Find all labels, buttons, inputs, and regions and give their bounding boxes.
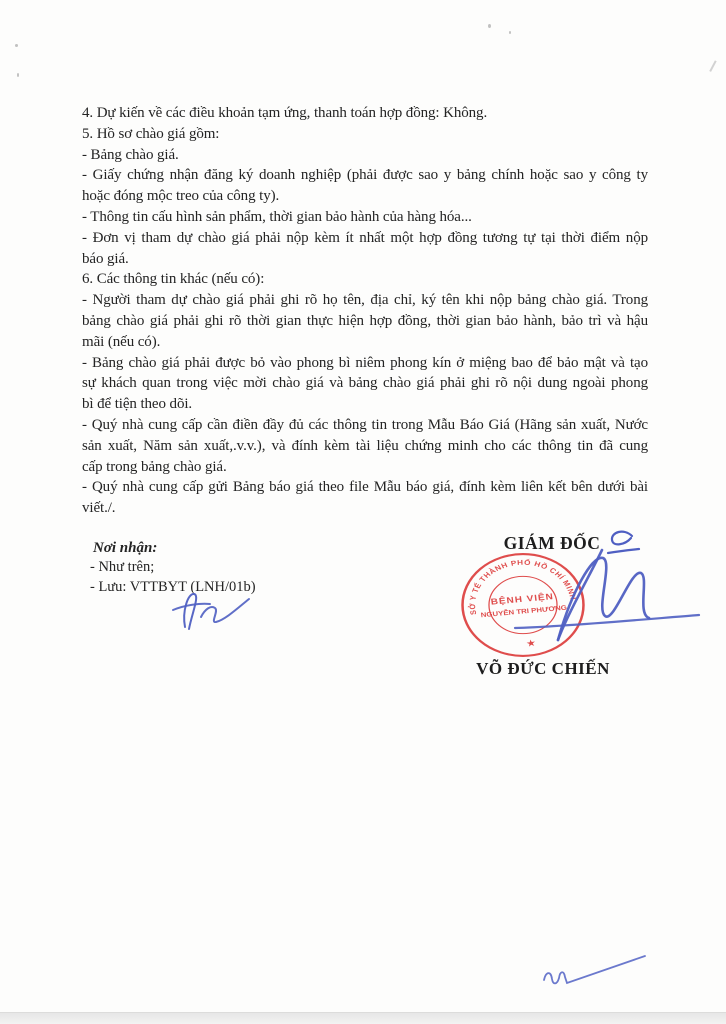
dust-speck bbox=[488, 24, 491, 28]
recipients-heading: Nơi nhận: bbox=[93, 540, 158, 556]
body-text-line: - Quý nhà cung cấp gửi Bảng báo giá theo file Mẫu báo giá, đính kèm liên kết bên dưới bài bbox=[82, 479, 648, 496]
body-text-line: mãi (nếu có). bbox=[82, 333, 161, 350]
dust-speck bbox=[509, 31, 511, 34]
body-text-line: viết./. bbox=[82, 500, 116, 517]
body-text-line: cấp trong bảng chào giá. bbox=[82, 458, 227, 475]
body-text-line: bảng chào giá phải ghi rõ thời gian thực hiện hợp đồng, thời gian bảo hành, bảo trì và hậu bbox=[82, 312, 648, 329]
scanner-edge-shadow bbox=[0, 1012, 726, 1024]
recipient-line: - Lưu: VTTBYT (LNH/01b) bbox=[90, 578, 256, 595]
director-signature-ink bbox=[468, 515, 708, 665]
stamp-ring-text: SỞ Y TẾ THÀNH PHỐ HỒ CHÍ MINH bbox=[467, 558, 579, 616]
document-body bbox=[82, 103, 648, 519]
recipient-line: - Như trên; bbox=[90, 559, 155, 575]
body-text-line: 6. Các thông tin khác (nếu có): bbox=[82, 271, 265, 288]
body-text-line: 4. Dự kiến về các điều khoản tạm ứng, thanh toán hợp đồng: Không. bbox=[82, 105, 488, 121]
body-text-line: 5. Hồ sơ chào giá gồm: bbox=[82, 125, 220, 142]
body-text-line: hoặc đóng mộc treo của công ty). bbox=[82, 188, 280, 205]
body-text-line: sản xuất, Năm sản xuất,.v.v.), và đính kèm tài liệu chứng minh cho các thông tin đã cung bbox=[82, 437, 648, 454]
body-text-line: - Thông tin cấu hình sản phẩm, thời gian bảo hành của hàng hóa... bbox=[82, 208, 472, 225]
stamp-center-line1: BỆNH VIỆN bbox=[490, 591, 555, 607]
dust-speck bbox=[15, 44, 18, 47]
body-text-line: - Bảng chào giá. bbox=[82, 146, 179, 163]
body-text-line: bì để tiện theo dõi. bbox=[82, 396, 193, 413]
body-text-line: - Đơn vị tham dự chào giá phải nộp kèm ít nhất một hợp đồng tương tự tại thời điểm nộp bbox=[82, 229, 648, 246]
director-title: GIÁM ĐỐC bbox=[503, 533, 601, 553]
director-name: VÕ ĐỨC CHIẾN bbox=[476, 659, 610, 678]
handwritten-initial-ink bbox=[155, 583, 255, 638]
dust-speck bbox=[17, 73, 19, 77]
body-text-line: - Quý nhà cung cấp cần điền đầy đủ các thông tin trong Mẫu Báo Giá (Hãng sản xuất, Nước bbox=[82, 416, 648, 433]
body-text-line: - Bảng chào giá phải được bỏ vào phong bì niêm phong kín ở miệng bao để bảo mật và tạo bbox=[82, 354, 648, 371]
body-text-line: báo giá. bbox=[82, 250, 129, 267]
stamp-center-line2: NGUYỄN TRI PHƯƠNG bbox=[480, 603, 568, 620]
body-text-line: - Người tham dự chào giá phải ghi rõ họ tên, địa chỉ, ký tên khi nộp bảng chào giá. Trong bbox=[82, 292, 648, 309]
corner-pen-mark-ink bbox=[536, 948, 651, 996]
scan-scratch bbox=[709, 60, 716, 71]
stamp-star: ★ bbox=[525, 637, 537, 649]
body-text-line: - Giấy chứng nhận đăng ký doanh nghiệp (phải được sao y bảng chính hoặc sao y công ty bbox=[82, 167, 648, 184]
body-text-line: sự khách quan trong việc mời chào giá và bảng chào giá phải ghi rõ nội dung ngoài phong bbox=[82, 375, 648, 392]
